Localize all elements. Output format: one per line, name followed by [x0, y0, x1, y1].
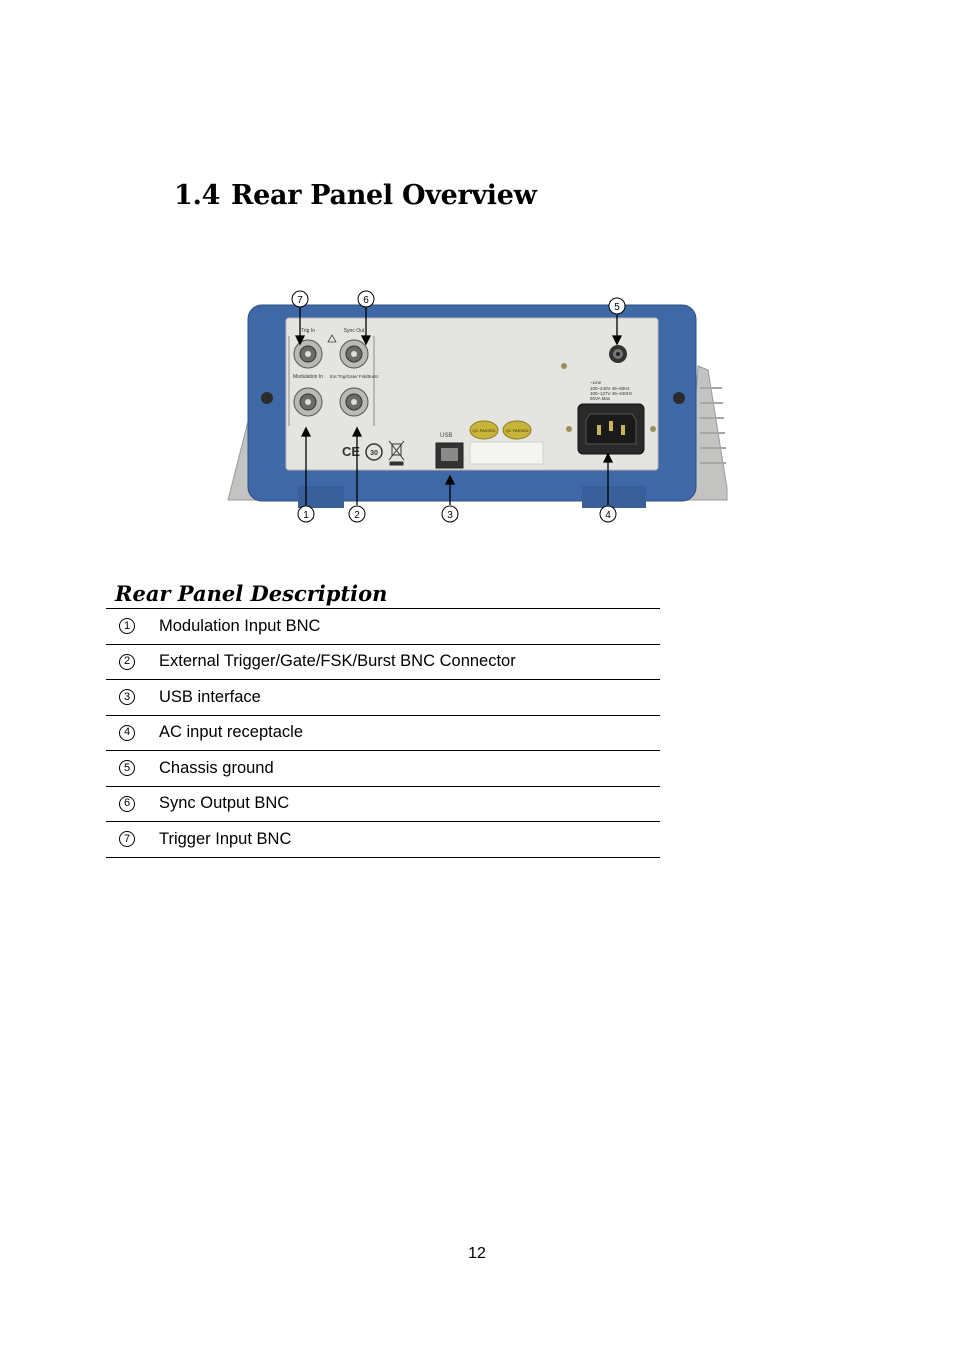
ac-input-receptacle	[566, 404, 656, 454]
label-usb: USB	[440, 433, 453, 439]
years-mark: 30	[370, 450, 378, 457]
row-number: 1	[119, 618, 135, 634]
label-sync-out: Sync Out	[343, 328, 365, 334]
chassis-ground-terminal	[609, 345, 627, 363]
rear-panel-figure	[222, 288, 730, 528]
label-trig-in: Trig In	[301, 328, 315, 334]
row-number: 3	[119, 689, 135, 705]
section-heading	[174, 176, 537, 216]
row-number: 2	[119, 654, 135, 670]
table-row	[106, 716, 660, 752]
callout-1	[298, 506, 314, 522]
serial-label	[470, 442, 543, 464]
svg-text:4: 4	[605, 510, 611, 521]
qc-sticker-2	[503, 421, 531, 439]
callout-2	[349, 506, 365, 522]
row-number: 6	[119, 796, 135, 812]
svg-text:QC PASSED: QC PASSED	[505, 428, 529, 433]
modulation-input-bnc	[294, 388, 322, 416]
table-row	[106, 645, 660, 681]
row-description: USB interface	[159, 687, 261, 706]
table-row	[106, 680, 660, 716]
qc-sticker-1	[470, 421, 498, 439]
row-number: 5	[119, 760, 135, 776]
row-number-cell	[106, 760, 159, 776]
line-spec-2: 100–127V 45–440Hz	[590, 391, 633, 396]
section-number: 1.4	[174, 180, 221, 211]
table-row	[106, 751, 660, 787]
row-number-cell	[106, 618, 159, 634]
label-modulation-in: Modulation In	[292, 374, 324, 380]
ce-mark: CE	[342, 444, 361, 459]
usb-port	[436, 443, 463, 468]
row-number-cell	[106, 831, 159, 847]
callout-5	[609, 298, 625, 314]
line-spec-3: 50VA Max	[590, 396, 611, 401]
label-ext-trig: Ext Trig/Gate/ Fsk/Burst	[330, 374, 378, 379]
row-description: Chassis ground	[159, 758, 274, 777]
svg-text:5: 5	[614, 302, 620, 313]
row-description: Trigger Input BNC	[159, 829, 292, 848]
row-description: Sync Output BNC	[159, 794, 290, 813]
row-number: 7	[119, 831, 135, 847]
callout-4	[600, 506, 616, 522]
line-title: ~Line	[590, 380, 602, 385]
row-number-cell	[106, 796, 159, 812]
row-description: Modulation Input BNC	[159, 616, 321, 635]
screw	[561, 363, 567, 369]
table-row	[106, 787, 660, 823]
svg-text:3: 3	[447, 510, 453, 521]
row-number: 4	[119, 725, 135, 741]
svg-text:1: 1	[303, 510, 309, 521]
row-description: External Trigger/Gate/FSK/Burst BNC Connector	[159, 652, 516, 671]
callout-3	[442, 506, 458, 522]
svg-text:2: 2	[354, 510, 360, 521]
table-row	[106, 822, 660, 858]
svg-text:QC PASSED: QC PASSED	[472, 428, 496, 433]
page-number: 12	[468, 1245, 486, 1262]
row-description: AC input receptacle	[159, 723, 303, 742]
row-number-cell	[106, 725, 159, 741]
description-table	[106, 608, 660, 858]
table-caption: Rear Panel Description	[115, 581, 388, 606]
callout-7	[292, 291, 308, 307]
ext-trigger-bnc	[340, 388, 368, 416]
svg-text:6: 6	[363, 295, 369, 306]
row-number-cell	[106, 654, 159, 670]
svg-text:7: 7	[297, 295, 303, 306]
trigger-input-bnc	[294, 340, 322, 368]
section-title: Rear Panel Overview	[231, 180, 537, 211]
line-spec-1: 100–240V 45–60Hz	[590, 386, 630, 391]
sync-output-bnc	[340, 340, 368, 368]
row-number-cell	[106, 689, 159, 705]
callout-6	[358, 291, 374, 307]
table-row	[106, 609, 660, 645]
